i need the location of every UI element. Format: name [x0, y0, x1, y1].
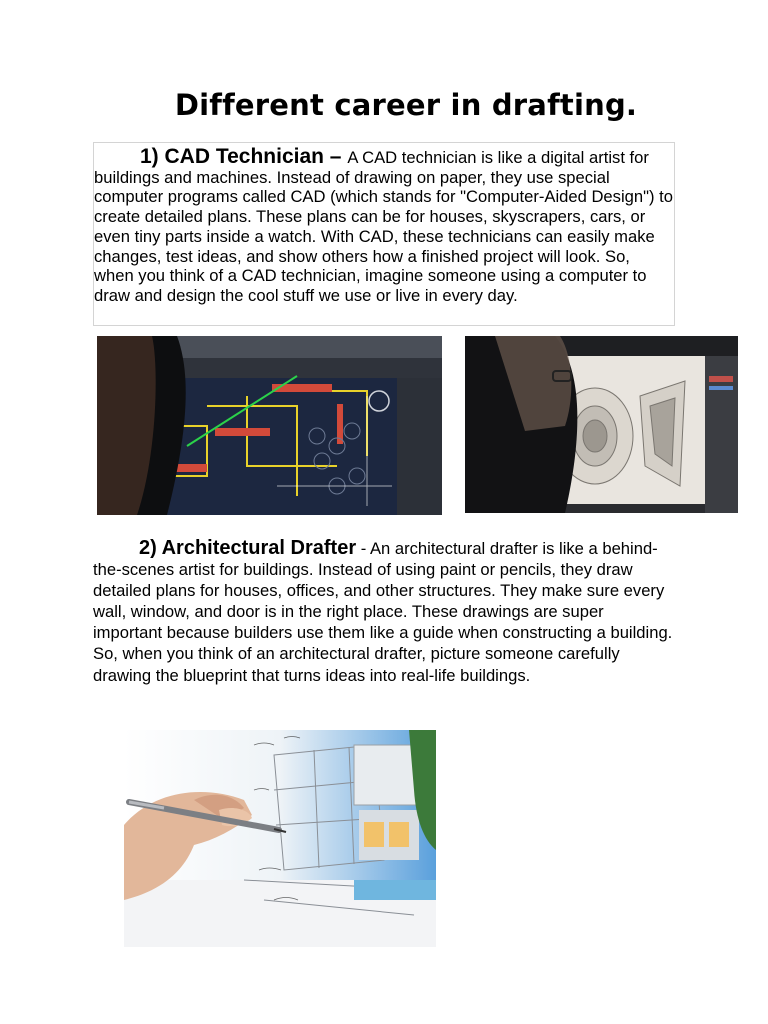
architectural-sketch-photo — [124, 730, 436, 947]
cad-3d-model-photo — [465, 336, 738, 513]
section-cad-technician — [93, 142, 675, 326]
section-architectural-drafter-body: - An architectural drafter is like a behind-the-scenes artist for buildings. Instead of using paint or pencils, they draw detailed plans for houses, offices, and other structures. They make sure every wall, window, and door is in the right place. These drawings are super important because builders use them like a guide when constructing a building. So, when you think of an architectural drafter, picture someone carefully drawing the blueprint that turns ideas into real-life buildings. — [93, 539, 673, 685]
section-architectural-drafter-heading: 2) Architectural Drafter — [139, 537, 357, 559]
section-cad-technician-body: A CAD technician is like a digital artist for buildings and machines. Instead of drawing on paper, they use special computer programs called CAD (which stands for "Computer-Aided Design") to create detailed plans. These plans can be for houses, skyscrapers, cars, or even tiny parts inside a watch. With CAD, these technicians can easily make changes, test ideas, and show others how a finished project will look. So, when you think of a CAD technician, imagine someone using a computer to draw and design the cool stuff we use or live in every day. — [94, 148, 673, 305]
section-cad-technician-heading: 1) CAD Technician – — [140, 145, 348, 168]
section-architectural-drafter — [93, 538, 675, 686]
cad-screen-photo — [97, 336, 442, 515]
section-cad-technician-text — [94, 147, 674, 306]
section-architectural-drafter-text — [93, 538, 675, 686]
page-title: Different career in drafting. — [174, 88, 638, 122]
